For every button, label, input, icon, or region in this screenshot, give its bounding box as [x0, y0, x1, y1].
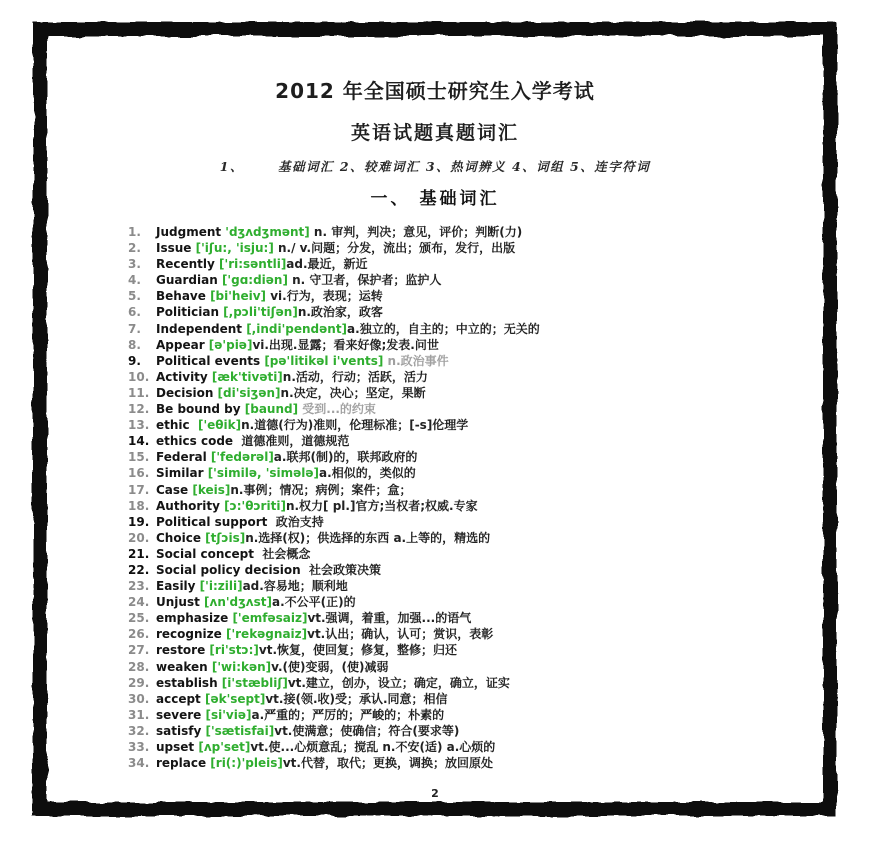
- item-word: Political events: [156, 353, 261, 368]
- item-definition: v.(使)变弱，(使)减弱: [271, 659, 389, 674]
- item-phonetic: [tʃɔis]: [200, 530, 246, 545]
- item-word: Be bound by: [156, 402, 241, 417]
- word-list: [128, 224, 822, 771]
- item-number: 21.: [128, 546, 150, 561]
- item-number: 26.: [128, 627, 150, 642]
- item-word: Case: [156, 482, 189, 497]
- item-phonetic: [bi'heiv]: [205, 289, 267, 304]
- item-phonetic: [ri'stɔ:]: [205, 643, 259, 658]
- item-phonetic: ['emfəsaiz]: [228, 611, 308, 626]
- item-definition: n.政治事件: [383, 353, 449, 368]
- item-number: 3.: [128, 257, 141, 272]
- item-definition: vi.出现.显露；看来好像;发表.问世: [252, 337, 439, 352]
- item-phonetic: ['similə, 'simələ]: [203, 466, 320, 481]
- item-number: 18.: [128, 498, 150, 513]
- item-number: 2.: [128, 241, 141, 256]
- item-phonetic: ['eθik]: [189, 418, 242, 433]
- item-number: 6.: [128, 305, 141, 320]
- item-definition: a.联邦(制)的，联邦政府的: [273, 450, 418, 465]
- item-number: 11.: [128, 385, 150, 400]
- item-number: 14.: [128, 434, 150, 449]
- item-definition: n.选择(权)；供选择的东西 a.上等的，精选的: [245, 530, 491, 545]
- item-definition: vt.强调，着重，加强...的语气: [307, 611, 472, 626]
- item-phonetic: [æk'tivəti]: [207, 369, 283, 384]
- item-definition: n./ v.问题；分发，流出；颁布，发行，出版: [273, 241, 516, 256]
- item-number: 1.: [128, 225, 141, 239]
- item-word: Judgment: [156, 225, 222, 239]
- item-number: 23.: [128, 579, 150, 594]
- toc-line: [48, 157, 822, 175]
- item-number: 5.: [128, 289, 141, 304]
- item-definition: n.权力[ pl.]官方;当权者;权威.专家: [285, 498, 478, 513]
- item-phonetic: [keis]: [188, 482, 231, 497]
- section-heading: 一、 基础词汇: [370, 189, 500, 209]
- item-definition: 社会政策决策: [300, 562, 382, 577]
- item-word: ethic: [156, 418, 190, 433]
- item-definition: ad.容易地；顺利地: [242, 579, 348, 594]
- item-definition: 道德准则，道德规范: [233, 434, 350, 449]
- item-number: 33.: [128, 740, 150, 754]
- item-word: severe: [156, 707, 202, 722]
- word-list-item: [128, 321, 822, 337]
- word-list-item: [128, 498, 822, 514]
- item-definition: a.独立的，自主的；中立的；无关的: [347, 321, 540, 336]
- item-number: 20.: [128, 530, 150, 545]
- item-word: accept: [156, 691, 201, 706]
- item-phonetic: [ʌp'set]: [194, 740, 251, 754]
- item-word: Social concept: [156, 546, 254, 561]
- item-word: Behave: [156, 289, 206, 304]
- word-list-item: [128, 675, 822, 691]
- item-number: 22.: [128, 562, 150, 577]
- item-phonetic: ['fedərəl]: [206, 450, 274, 465]
- item-number: 31.: [128, 707, 150, 722]
- word-list-item: [128, 610, 822, 626]
- word-list-item: [128, 755, 822, 771]
- item-phonetic: [ək'sept]: [200, 691, 266, 706]
- word-list-item: [128, 723, 822, 739]
- word-list-item: [128, 369, 822, 385]
- item-number: 27.: [128, 643, 150, 658]
- item-word: Appear: [156, 337, 205, 352]
- item-phonetic: ['rekəgnaiz]: [221, 627, 308, 642]
- item-word: establish: [156, 675, 218, 690]
- item-phonetic: ['sætisfai]: [201, 723, 275, 738]
- item-number: 28.: [128, 659, 150, 674]
- word-list-item: [128, 401, 822, 417]
- item-phonetic: [si'viə]: [201, 707, 252, 722]
- item-definition: n. 审判，判决；意见，评价；判断(力): [309, 225, 523, 239]
- word-list-item: [128, 449, 822, 465]
- page-title: 2012 年全国硕士研究生入学考试: [275, 79, 595, 103]
- item-number: 10.: [128, 369, 150, 384]
- item-phonetic: [ə'piə]: [204, 337, 253, 352]
- word-list-item: [128, 465, 822, 481]
- item-word: emphasize: [156, 611, 229, 626]
- item-definition: vt.使...心烦意乱；搅乱 n.不安(适) a.心烦的: [250, 740, 496, 754]
- page-content: [48, 37, 822, 812]
- item-word: Guardian: [156, 273, 218, 288]
- item-phonetic: [,pɔli'tiʃən]: [218, 305, 298, 320]
- item-definition: vt.使满意；使确信；符合(要求等): [274, 723, 460, 738]
- item-definition: n.决定，决心；坚定，果断: [280, 385, 426, 400]
- item-number: 7.: [128, 321, 141, 336]
- item-phonetic: [,indi'pendənt]: [242, 321, 348, 336]
- item-word: Easily: [156, 579, 196, 594]
- item-phonetic: [ʌn'dʒʌst]: [199, 595, 272, 610]
- item-definition: ad.最近，新近: [286, 257, 368, 272]
- item-word: Decision: [156, 385, 214, 400]
- item-word: Federal: [156, 450, 207, 465]
- item-number: 29.: [128, 675, 150, 690]
- word-list-item: [128, 256, 822, 272]
- item-definition: vt.建立，创办，设立；确定，确立，证实: [287, 675, 510, 690]
- item-definition: vt.代替，取代；更换，调换；放回原处: [282, 756, 493, 771]
- item-word: Politician: [156, 305, 219, 320]
- word-list-item: [128, 288, 822, 304]
- item-number: 32.: [128, 723, 150, 738]
- word-list-item: [128, 594, 822, 610]
- item-phonetic: [di'siʒən]: [213, 385, 281, 400]
- word-list-item: [128, 337, 822, 353]
- item-definition: 社会概念: [253, 546, 311, 561]
- item-phonetic: ['wi:kən]: [207, 659, 272, 674]
- toc-index: 1、: [219, 159, 244, 174]
- item-number: 13.: [128, 418, 150, 433]
- item-number: 19.: [128, 514, 150, 529]
- item-definition: vt.接(领.收)受；承认.同意；相信: [265, 691, 448, 706]
- item-word: Similar: [156, 466, 204, 481]
- item-definition: 受到...的约束: [298, 402, 376, 417]
- word-list-item: [128, 642, 822, 658]
- item-definition: vt.恢复，使回复；修复，整修；归还: [258, 643, 458, 658]
- item-word: Social policy decision: [156, 562, 301, 577]
- item-definition: a.相似的，类似的: [319, 466, 416, 481]
- item-phonetic: [ri(:)'pleis]: [206, 756, 283, 771]
- word-list-item: [128, 353, 822, 369]
- item-phonetic: [i'stæbliʃ]: [217, 675, 288, 690]
- item-definition: a.严重的；严厉的；严峻的；朴素的: [251, 707, 445, 722]
- item-word: Recently: [156, 257, 215, 272]
- item-definition: n.政治家，政客: [297, 305, 383, 320]
- item-phonetic: [pə'litikəl i'vents]: [260, 353, 384, 368]
- item-word: recognize: [156, 627, 222, 642]
- item-definition: vt.认出；确认，认可；赏识，表彰: [307, 627, 494, 642]
- item-word: Authority: [156, 498, 220, 513]
- item-word: Political support: [156, 514, 268, 529]
- word-list-item: [128, 530, 822, 546]
- item-definition: n.道德(行为)准则，伦理标准；[-s]伦理学: [241, 418, 469, 433]
- item-number: 30.: [128, 691, 150, 706]
- page-subtitle-title: 英语试题真题词汇: [350, 122, 519, 144]
- item-definition: n.事例；情况；病例；案件；盒；: [230, 482, 412, 497]
- word-list-item: [128, 304, 822, 320]
- word-list-item: [128, 578, 822, 594]
- item-definition: n.活动，行动；活跃，活力: [282, 369, 428, 384]
- item-definition: 政治支持: [267, 514, 324, 529]
- word-list-item: [128, 272, 822, 288]
- word-list-item: [128, 240, 822, 256]
- item-phonetic: 'dʒʌdʒmənt]: [221, 225, 310, 239]
- item-phonetic: ['i:zili]: [195, 579, 243, 594]
- item-word: Issue: [156, 241, 192, 256]
- word-list-item: [128, 385, 822, 401]
- item-number: 16.: [128, 466, 150, 481]
- word-list-item: [128, 224, 822, 240]
- toc-items: 基础词汇 2、较难词汇 3、热词辨义 4、词组 5、连字符词: [278, 159, 651, 174]
- item-phonetic: [baund]: [240, 402, 299, 417]
- item-word: replace: [156, 756, 207, 771]
- item-number: 12.: [128, 402, 150, 417]
- item-word: ethics code: [156, 434, 234, 449]
- word-list-item: [128, 739, 822, 755]
- word-list-item: [128, 482, 822, 498]
- item-phonetic: [ɔ:'θɔriti]: [219, 498, 286, 513]
- word-list-item: [128, 691, 822, 707]
- word-list-item: [128, 546, 822, 562]
- item-definition: a.不公平(正)的: [272, 595, 356, 610]
- word-list-item: [128, 417, 822, 433]
- item-word: satisfy: [156, 723, 202, 738]
- word-list-item: [128, 514, 822, 530]
- item-number: 34.: [128, 756, 150, 771]
- item-word: Unjust: [156, 595, 200, 610]
- item-word: upset: [156, 740, 195, 754]
- item-phonetic: ['gɑ:diən]: [217, 273, 288, 288]
- page-number: 2: [431, 787, 439, 800]
- word-list-item: [128, 562, 822, 578]
- item-number: 15.: [128, 450, 150, 465]
- word-list-item: [128, 433, 822, 449]
- word-list-item: [128, 626, 822, 642]
- item-phonetic: ['iʃu:, 'isju:]: [191, 241, 274, 256]
- item-word: restore: [156, 643, 206, 658]
- item-number: 8.: [128, 337, 141, 352]
- word-list-item: [128, 659, 822, 675]
- word-list-item: [128, 707, 822, 723]
- item-number: 17.: [128, 482, 150, 497]
- item-definition: vi.行为，表现；运转: [266, 289, 383, 304]
- item-number: 9.: [128, 353, 141, 368]
- item-number: 25.: [128, 611, 150, 626]
- item-number: 24.: [128, 595, 150, 610]
- item-word: weaken: [156, 659, 208, 674]
- item-word: Activity: [156, 369, 208, 384]
- item-definition: n. 守卫者，保护者；监护人: [287, 273, 442, 288]
- item-number: 4.: [128, 273, 141, 288]
- item-phonetic: ['ri:səntli]: [214, 257, 287, 272]
- item-word: Independent: [156, 321, 243, 336]
- item-word: Choice: [156, 530, 201, 545]
